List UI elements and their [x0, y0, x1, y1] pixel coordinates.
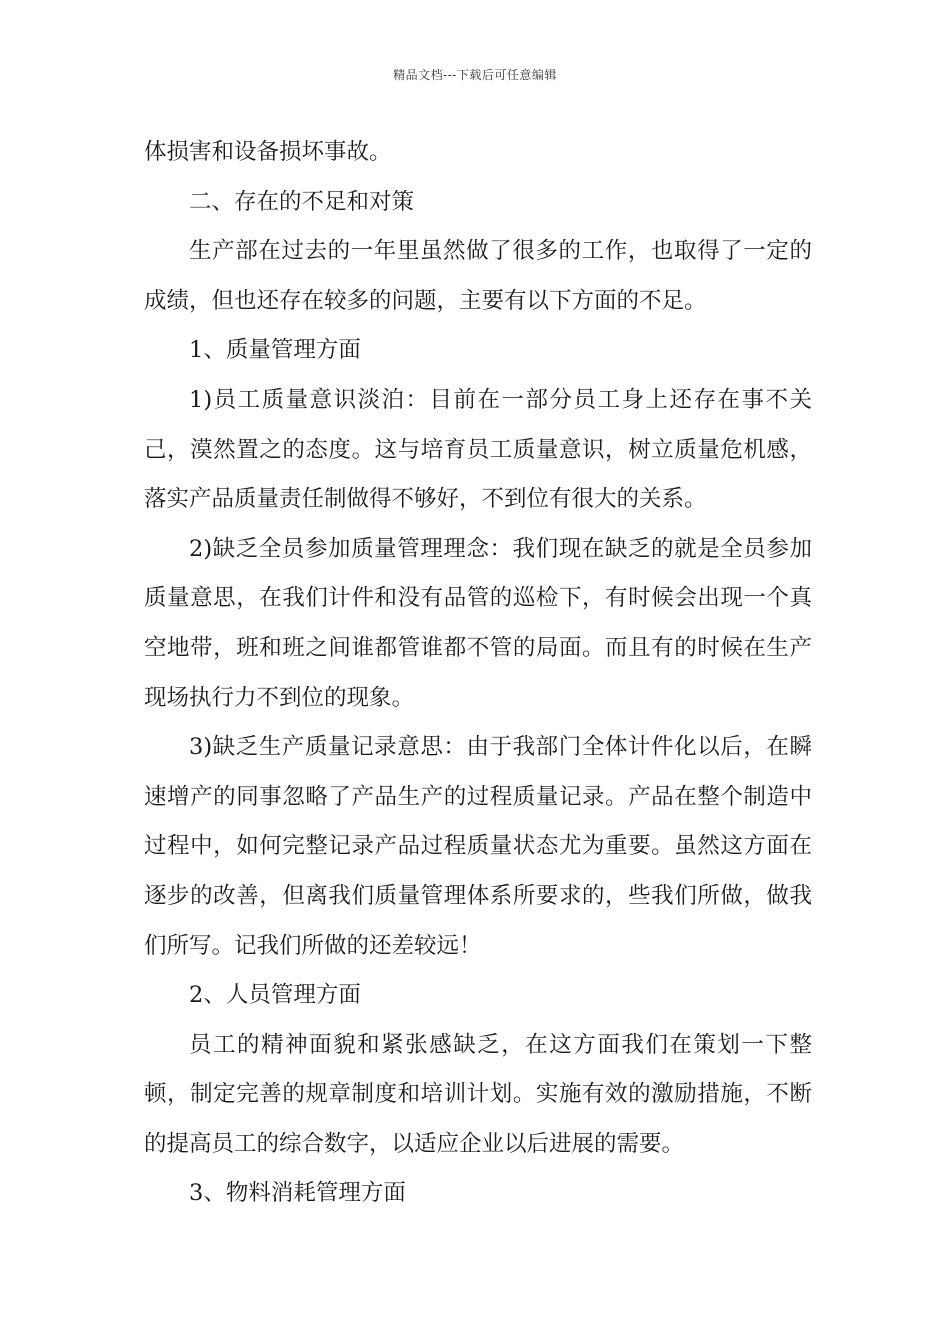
document-body — [144, 128, 812, 1219]
paragraph-7: 3)缺乏生产质量记录意思：由于我部门全体计件化以后，在瞬速增产的同事忽略了产品生产的过程质量记录。产品在整个制造中过程中，如何完整记录产品过程质量状态尤为重要。虽然这方面在逐步的改善，但离我们质量管理体系所要求的，些我们所做，做我们所写。记我们所做的还差较远！ — [144, 734, 812, 959]
paragraph-1: 体损害和设备损坏事故。 — [144, 139, 392, 165]
paragraph-3: 生产部在过去的一年里虽然做了很多的工作，也取得了一定的成绩，但也还存在较多的问题，主要有以下方面的不足。 — [144, 238, 812, 314]
subsection-heading-materials: 3、物料消耗管理方面 — [189, 1180, 406, 1207]
paragraph-9: 员工的精神面貌和紧张感缺乏，在这方面我们在策划一下整顿，制定完善的规章制度和培训计划。实施有效的激励措施，不断的提高员工的综合数字，以适应企业以后进展的需要。 — [144, 1031, 812, 1157]
page-header: 精品文档---下载后可任意编辑 — [393, 68, 557, 82]
section-heading-2: 二、存在的不足和对策 — [189, 188, 415, 215]
paragraph-5: 1)员工质量意识淡泊：目前在一部分员工身上还存在事不关己，漠然置之的态度。这与培育员工质量意识，树立质量危机感，落实产品质量责任制做得不够好，不到位有很大的关系。 — [144, 386, 812, 513]
subsection-heading-quality: 1、质量管理方面 — [189, 337, 361, 364]
paragraph-6: 2)缺乏全员参加质量管理理念：我们现在缺乏的就是全员参加质量意思，在我们计件和没有品管的巡检下，有时候会出现一个真空地带，班和班之间谁都管谁都不管的局面。而且有的时候在生产现场执行力不到位的现象。 — [144, 535, 812, 711]
subsection-heading-personnel: 2、人员管理方面 — [189, 982, 361, 1009]
